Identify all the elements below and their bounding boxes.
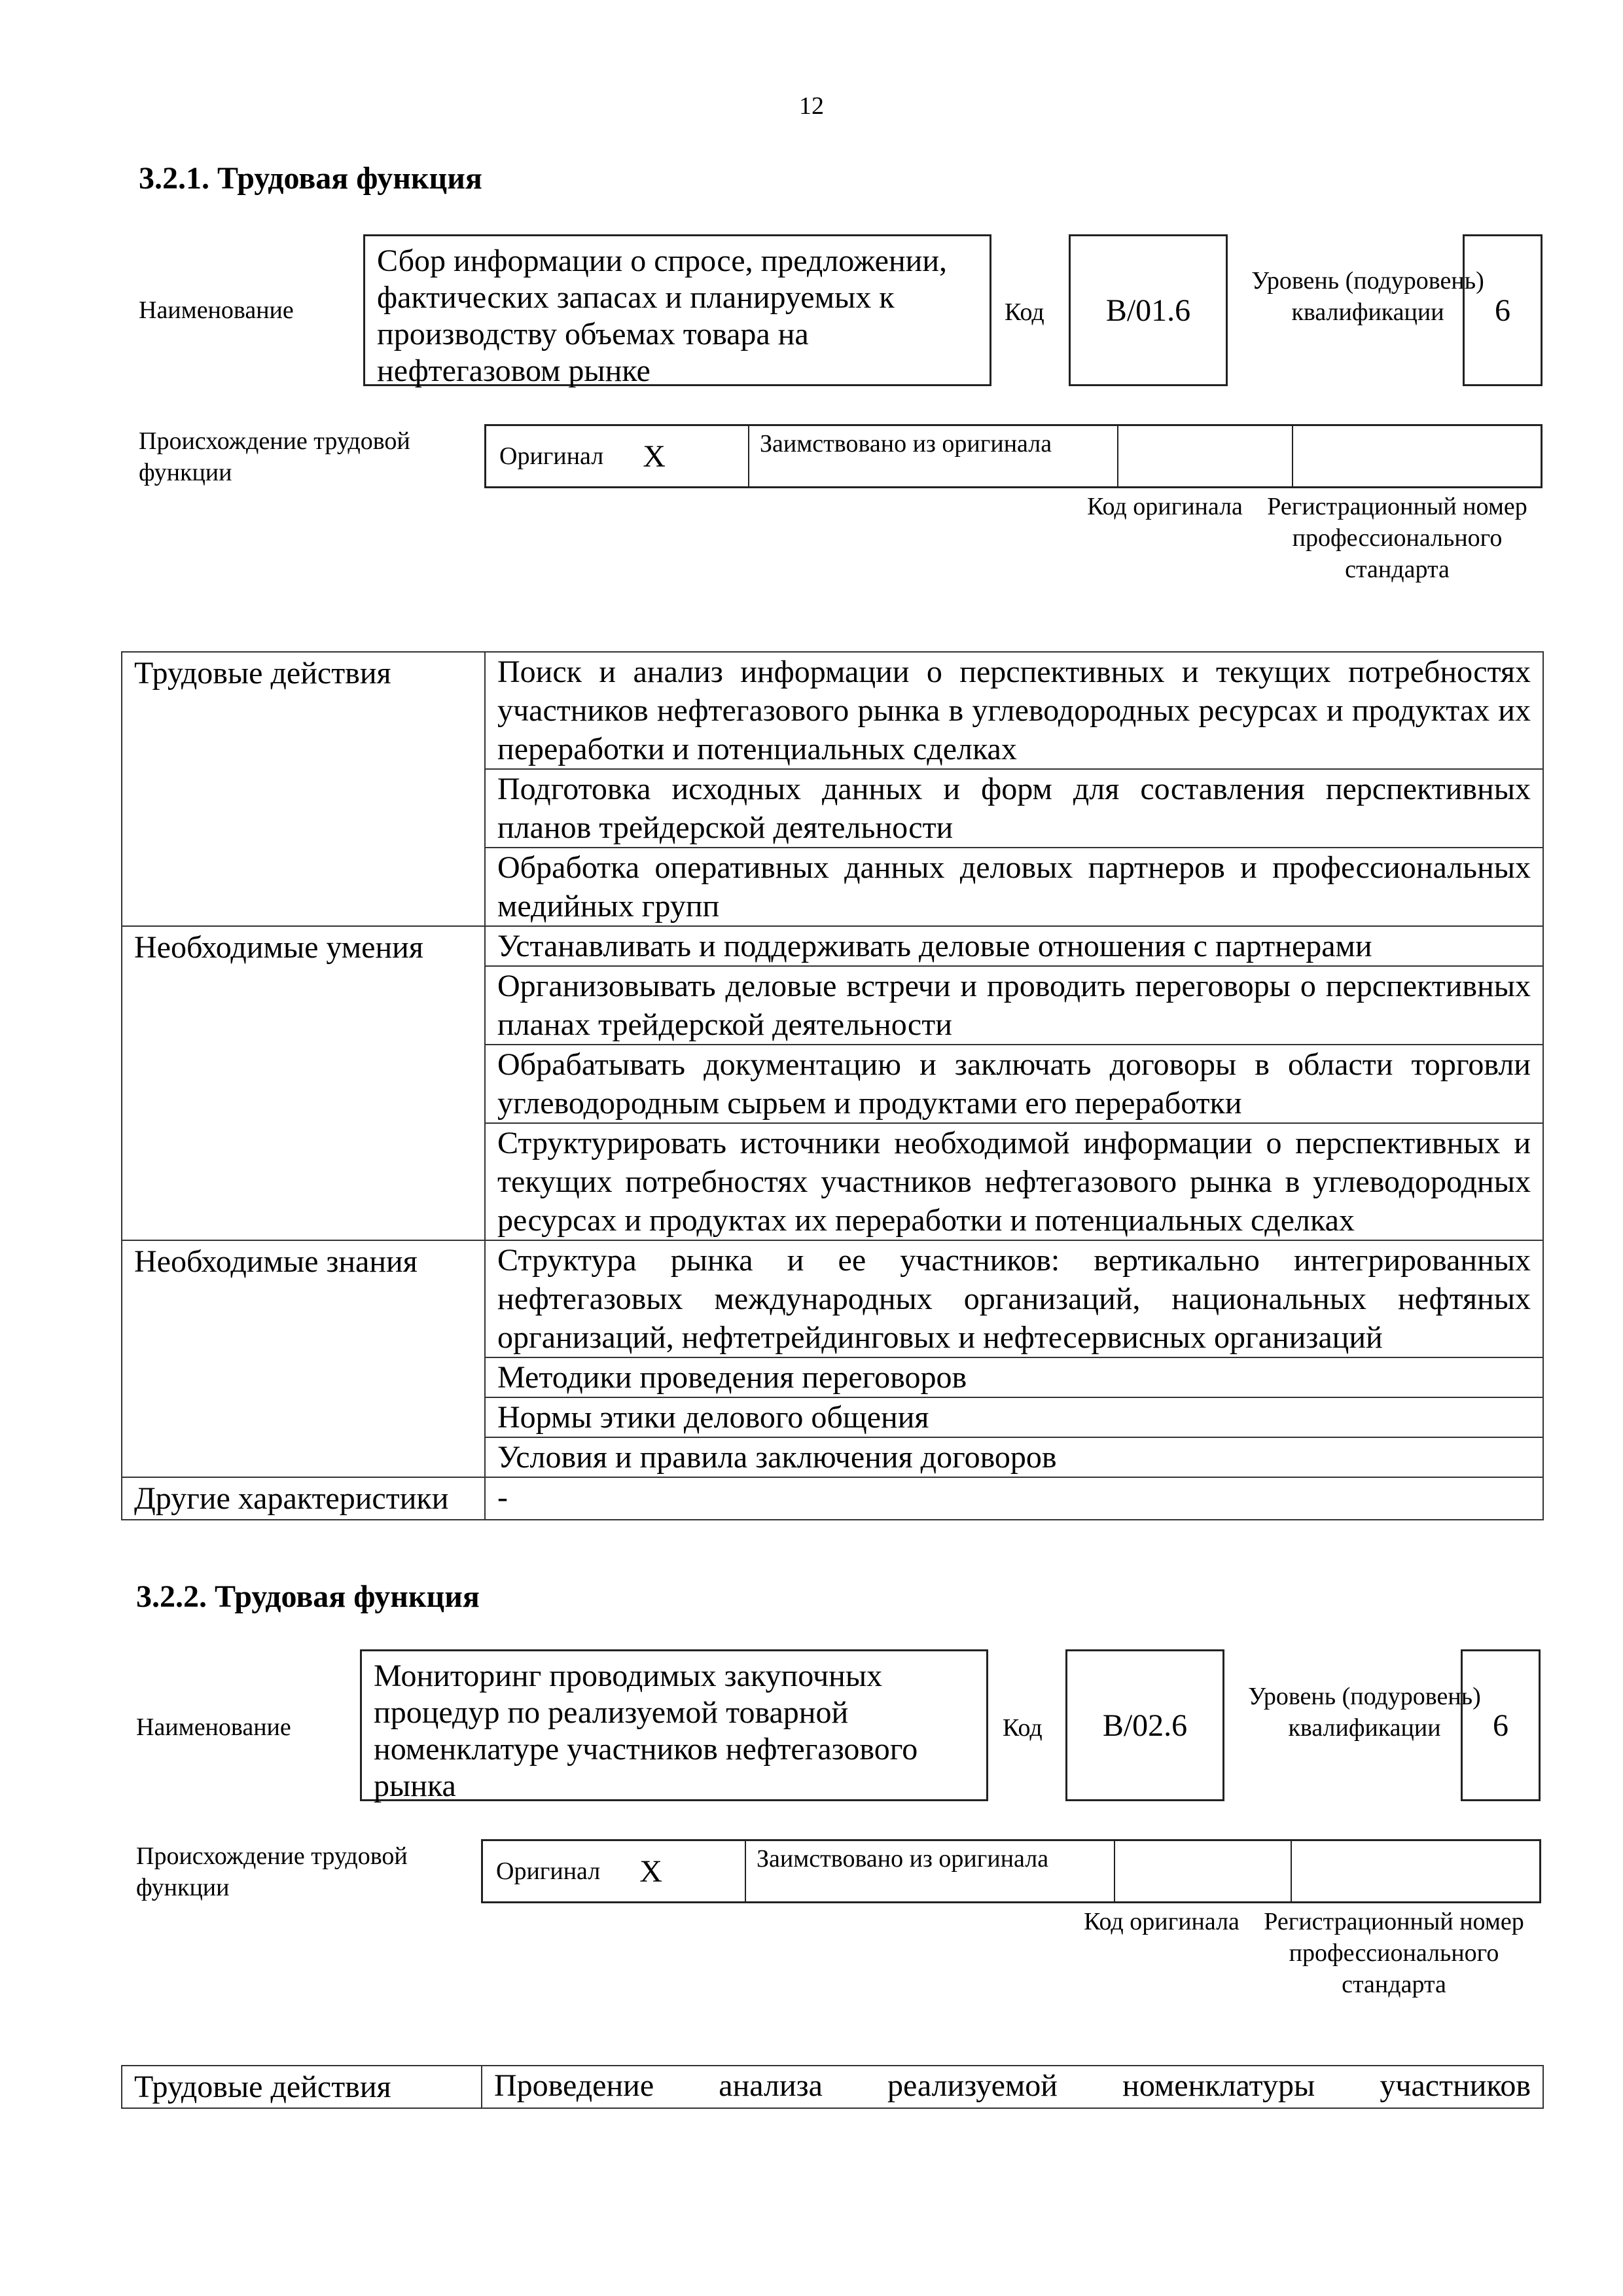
origin-label: Происхождение трудовой функции xyxy=(136,1842,408,1901)
table-cell: Обработка оперативных данных деловых партнеров и профессиональных медийных групп xyxy=(485,848,1543,926)
original-mark: X xyxy=(639,1854,662,1889)
code-value: B/01.6 xyxy=(1069,234,1228,386)
table-row xyxy=(122,2066,1543,2108)
table-cell: Методики проведения переговоров xyxy=(485,1357,1543,1397)
name-label: Наименование xyxy=(139,296,294,324)
reg-number-cell xyxy=(1292,1841,1539,1901)
table-cell: Структура рынка и ее участников: вертикально интегрированных нефтегазовых международных организаций, национальных нефтяных организаций, нефтетрейдинговых и нефтесервисных организаций xyxy=(485,1240,1543,1357)
origin-row xyxy=(484,424,1543,488)
function-name: Сбор информации о спросе, предложении, фактических запасах и планируемых к производству объемах товара на нефтегазовом рынке xyxy=(377,243,948,388)
level-label: Уровень (подуровень) квалификации xyxy=(1251,267,1484,326)
level-value: 6 xyxy=(1463,234,1543,386)
reg-number-caption: Регистрационный номер профессионального стандарта xyxy=(1264,1908,1524,1998)
section-title: 3.2.1. Трудовая функция xyxy=(139,161,482,196)
group-header: Другие характеристики xyxy=(122,1477,485,1520)
original-label: Оригинал xyxy=(496,1857,601,1885)
original-label: Оригинал xyxy=(499,442,604,470)
level-label: Уровень (подуровень) квалификации xyxy=(1248,1683,1481,1742)
table-row xyxy=(122,1477,1543,1520)
function-name-box xyxy=(360,1649,988,1801)
table-cell: - xyxy=(485,1477,1543,1520)
code-label: Код xyxy=(1005,298,1044,326)
borrowed-label: Заимствовано из оригинала xyxy=(760,430,1052,457)
page-number: 12 xyxy=(799,92,824,120)
table-row xyxy=(122,1240,1543,1357)
borrowed-cell xyxy=(746,1841,1115,1901)
original-cell xyxy=(483,1841,746,1901)
code-label: Код xyxy=(1003,1714,1043,1742)
function-name: Мониторинг проводимых закупочных процедур по реализуемой товарной номенклатуре участников нефтегазового рынка xyxy=(374,1659,918,1803)
table-cell: Условия и правила заключения договоров xyxy=(485,1437,1543,1477)
original-code-caption: Код оригинала xyxy=(1084,1908,1240,1935)
reg-number-caption: Регистрационный номер профессионального стандарта xyxy=(1267,493,1527,583)
group-header: Трудовые действия xyxy=(122,652,485,926)
table-cell: Организовывать деловые встречи и проводить переговоры о перспективных планах трейдерской деятельности xyxy=(485,966,1543,1045)
origin-row xyxy=(481,1839,1541,1903)
origin-label: Происхождение трудовой функции xyxy=(139,427,410,486)
table-cell: Подготовка исходных данных и форм для составления перспективных планов трейдерской деятельности xyxy=(485,769,1543,848)
table-cell: Поиск и анализ информации о перспективных и текущих потребностях участников нефтегазового рынка в углеводородных ресурсах и продуктах их переработки и потенциальных сделках xyxy=(485,652,1543,769)
function-details-table xyxy=(121,2065,1544,2109)
original-code-cell xyxy=(1118,426,1293,486)
table-cell: Обрабатывать документацию и заключать договоры в области торговли углеводородным сырьем и продуктами его переработки xyxy=(485,1045,1543,1123)
group-header: Трудовые действия xyxy=(122,2066,482,2108)
group-header: Необходимые знания xyxy=(122,1240,485,1477)
function-name-box xyxy=(363,234,991,386)
original-cell xyxy=(486,426,749,486)
table-cell: Устанавливать и поддерживать деловые отношения с партнерами xyxy=(485,926,1543,966)
original-code-cell xyxy=(1115,1841,1292,1901)
borrowed-label: Заимствовано из оригинала xyxy=(757,1845,1049,1873)
section-title: 3.2.2. Трудовая функция xyxy=(136,1579,480,1614)
table-row xyxy=(122,652,1543,769)
level-value: 6 xyxy=(1461,1649,1541,1801)
group-header: Необходимые умения xyxy=(122,926,485,1240)
function-details-table xyxy=(121,651,1544,1520)
borrowed-cell xyxy=(749,426,1118,486)
name-label: Наименование xyxy=(136,1713,291,1741)
reg-number-cell xyxy=(1293,426,1541,486)
original-code-caption: Код оригинала xyxy=(1087,493,1243,520)
table-cell: Проведение анализа реализуемой номенклатуры участников xyxy=(482,2066,1543,2108)
table-cell: Структурировать источники необходимой информации о перспективных и текущих потребностях участников нефтегазового рынка в углеводородных ресурсах и продуктах их переработки и потенциальных сделках xyxy=(485,1123,1543,1240)
original-mark: X xyxy=(643,439,666,474)
table-row xyxy=(122,926,1543,966)
code-value: B/02.6 xyxy=(1065,1649,1224,1801)
table-cell: Нормы этики делового общения xyxy=(485,1397,1543,1437)
